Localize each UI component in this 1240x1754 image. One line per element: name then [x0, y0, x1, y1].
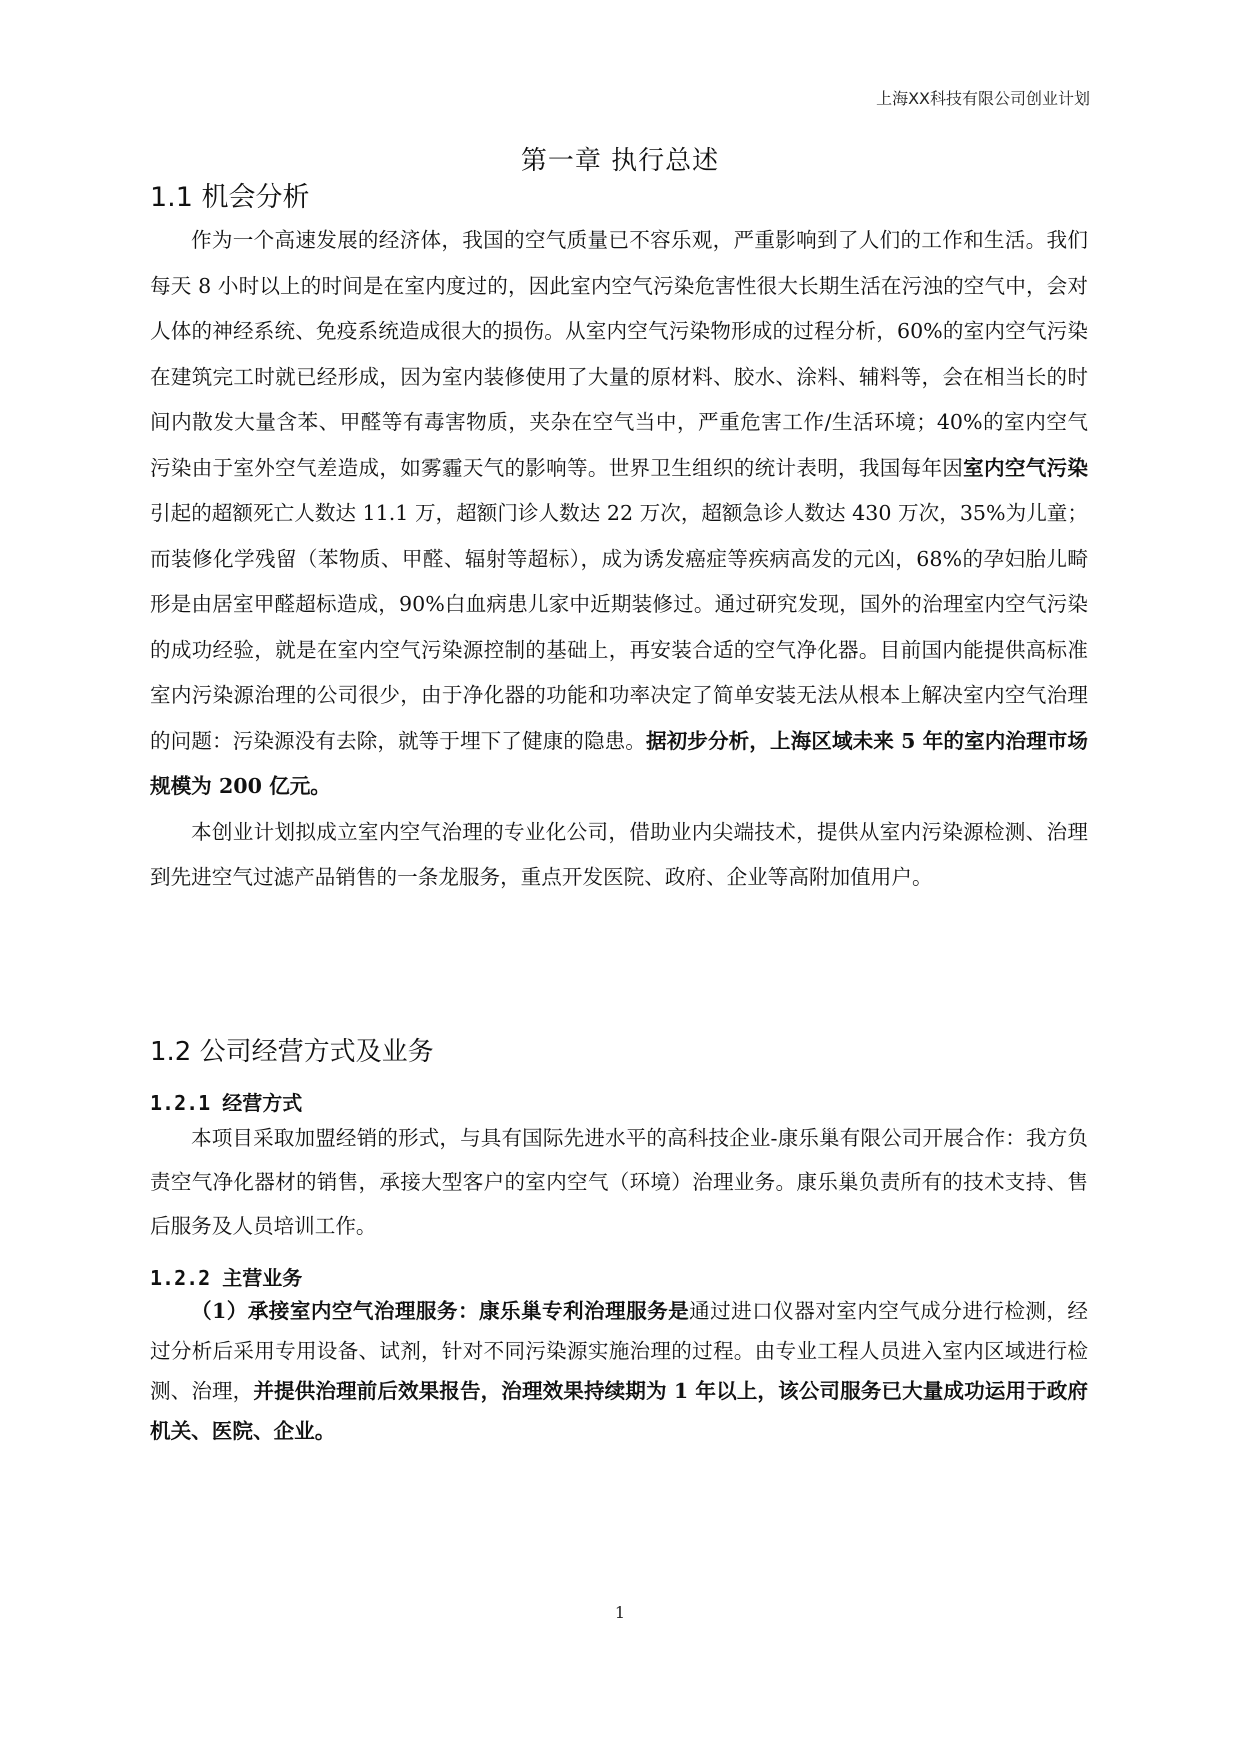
chapter-title: 第一章 执行总述 — [520, 146, 720, 176]
subsection-operation-mode — [150, 1090, 1088, 1248]
paragraph-opportunity — [150, 218, 1088, 810]
section-heading-1-1: 1.1 机会分析 — [150, 182, 310, 213]
paragraph-operation-mode: 本项目采取加盟经销的形式，与具有国际先进水平的高科技企业-康乐巢有限公司开展合作：我方负责空气净化器材的销售，承接大型客户的室内空气（环境）治理业务。康乐巢负责所有的技术支持、售后服务及人员培训工作。 — [150, 1126, 1088, 1238]
text-run: 引起的超额死亡人数达 11.1 万，超额门诊人数达 22 万次，超额急诊人数达 430 万次，35%为儿童；而装修化学残留（苯物质、甲醛、辐射等超标），成为诱发癌症等疾病高发的元凶，68%的孕妇胎儿畸形是由居室甲醛超标造成，90%白血病患儿家中近期装修过。通过研究发现，国外的治理室内空气污染的成功经验，就是在室内空气污染源控制的基础上，再安装合适的空气净化器。目前国内能提供高标准室内污染源治理的公司很少，由于净化器的功能和功率决定了简单安装无法从根本上解决室内空气治理的问题：污染源没有去除，就等于埋下了健康的隐患。 — [150, 501, 1088, 753]
paragraph-business-plan: 本创业计划拟成立室内空气治理的专业化公司，借助业内尖端技术，提供从室内污染源检测、治理到先进空气过滤产品销售的一条龙服务，重点开发医院、政府、企业等高附加值用户。 — [150, 819, 1088, 889]
paragraph-main-business — [150, 1291, 1088, 1451]
subsection-heading-1-2-2: 1.2.2 主营业务 — [150, 1266, 303, 1290]
page-number: 1 — [614, 1603, 626, 1622]
text-run: 通过进口仪器对室内空气成分进行检测，经过分析后采用专用设备、试剂，针对不同污染源实施治理的过程。由专业工程人员进入室内区域进行检测、治理， — [150, 1299, 1089, 1403]
section-business — [150, 1032, 1088, 1072]
bold-run-service-result: 并提供治理前后效果报告，治理效果持续期为 1 年以上，该公司服务已大量成功运用于政府机关、医院、企业。 — [150, 1379, 1088, 1443]
section-heading-1-2: 1.2 公司经营方式及业务 — [150, 1037, 434, 1067]
section-opportunity — [150, 178, 1088, 901]
subsection-heading-1-2-1: 1.2.1 经营方式 — [150, 1091, 303, 1115]
bold-run-service-title: （1）承接室内空气治理服务：康乐巢专利治理服务是 — [191, 1299, 690, 1323]
subsection-main-business — [150, 1265, 1088, 1451]
text-run: 作为一个高速发展的经济体，我国的空气质量已不容乐观，严重影响到了人们的工作和生活。我们每天 8 小时以上的时间是在室内度过的，因此室内空气污染危害性很大长期生活在污浊的空气中，会对人体的神经系统、免疫系统造成很大的损伤。从室内空气污染物形成的过程分析，60%的室内空气污染在建筑完工时就已经形成，因为室内装修使用了大量的原材料、胶水、涂料、辅料等，会在相当长的时间内散发大量含苯、甲醛等有毒害物质，夹杂在空气当中，严重危害工作/生活环境；40%的室内空气污染由于室外空气差造成，如雾霾天气的影响等。世界卫生组织的统计表明，我国每年因 — [150, 228, 1088, 480]
bold-run-indoor-pollution: 室内空气污染 — [963, 455, 1089, 480]
bold-run-market-size: 据初步分析，上海区域未来 5 年的室内治理市场规模为 200 亿元。 — [150, 728, 1089, 798]
page-header: 上海XX科技有限公司创业计划 — [876, 89, 1090, 108]
